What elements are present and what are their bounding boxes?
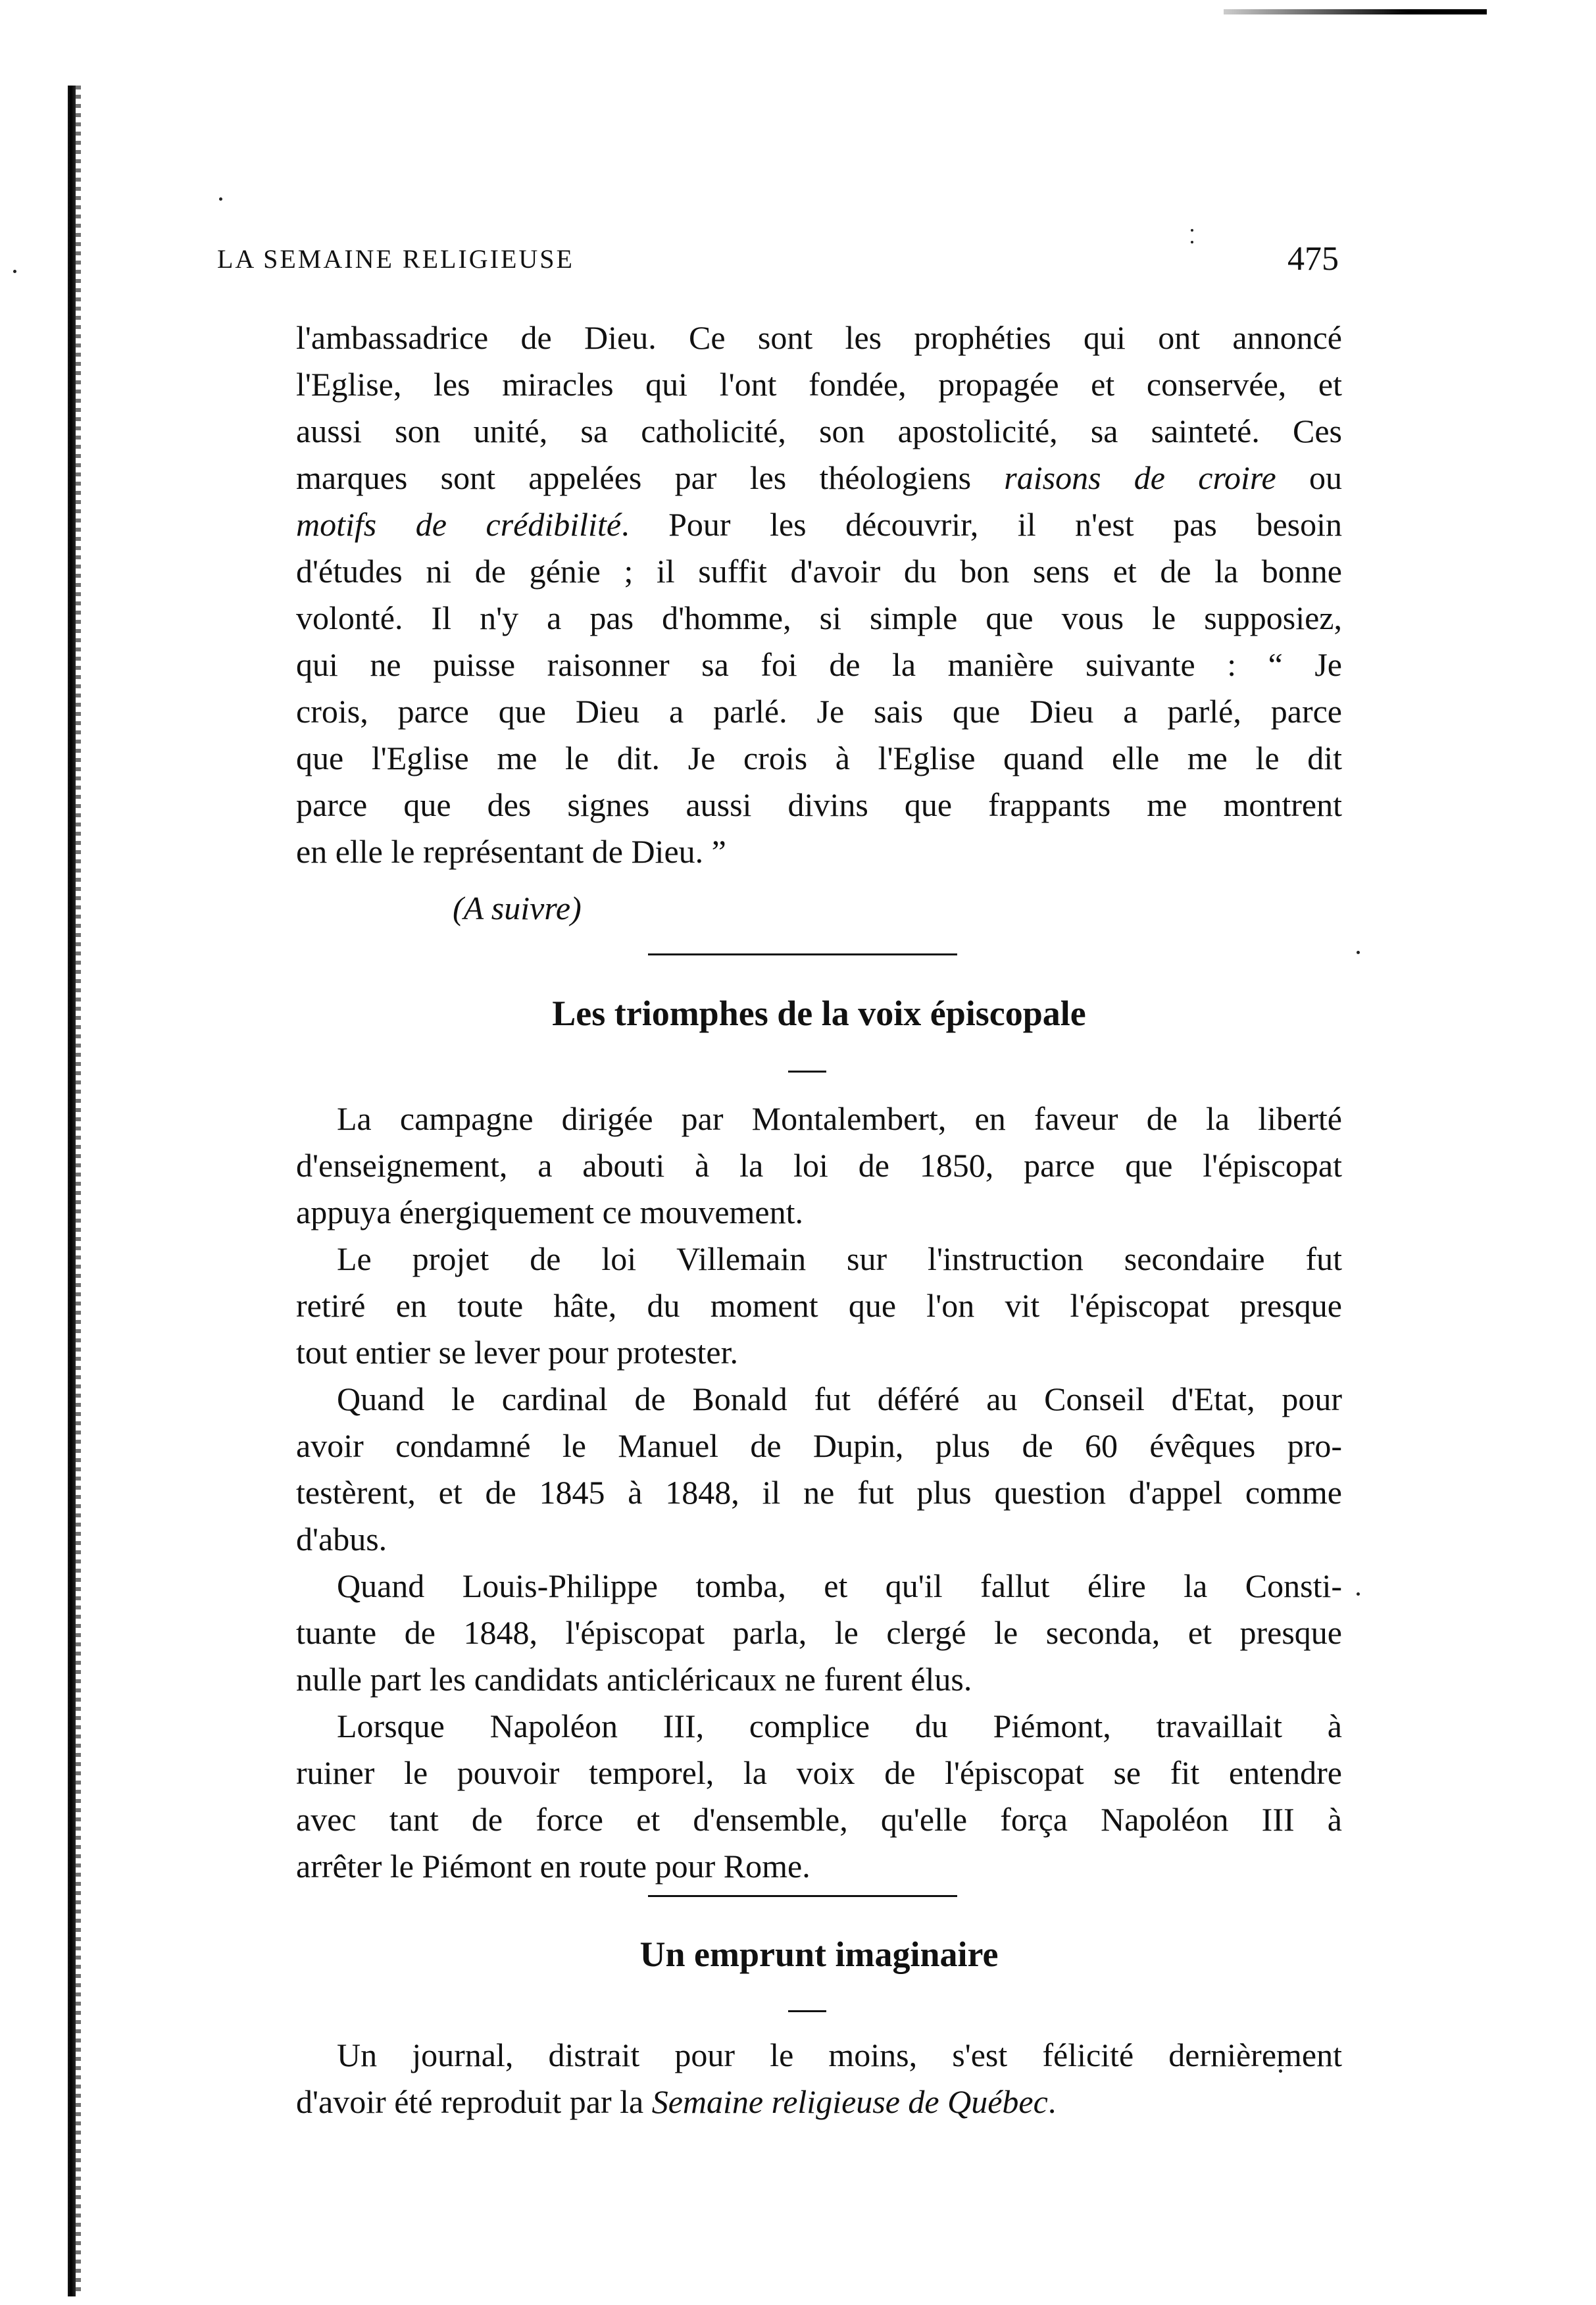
text-line: retiré en toute hâte, du moment que l'on vit l'épiscopat presque bbox=[296, 1287, 1342, 1324]
text-line: parce que des signes aussi divins que frappants me montrent bbox=[296, 786, 1342, 823]
section-heading: Un emprunt imaginaire bbox=[639, 1935, 999, 1974]
scan-speck bbox=[1357, 1592, 1360, 1596]
text-line: appuya énergiquement ce mouvement. bbox=[296, 1194, 804, 1230]
text-line: Un journal, distrait pour le moins, s'est félicité dernièrement bbox=[337, 2037, 1342, 2073]
text-line: qui ne puisse raisonner sa foi de la manière suivante : “ Je bbox=[296, 646, 1342, 683]
text-line: avec tant de force et d'ensemble, qu'elle força Napoléon III à bbox=[296, 1801, 1342, 1838]
text-fragment: d'avoir été reproduit par la bbox=[296, 2083, 652, 2120]
binding-shadow bbox=[68, 86, 76, 2296]
text-line: ruiner le pouvoir temporel, la voix de l'épiscopat se fit entendre bbox=[296, 1754, 1342, 1791]
text-line: l'Eglise, les miracles qui l'ont fondée, propagée et conservée, et bbox=[296, 366, 1342, 403]
text-line: testèrent, et de 1845 à 1848, il ne fut plus question d'appel comme bbox=[296, 1474, 1342, 1511]
text-fragment: marques sont appelées par les théologiens bbox=[296, 459, 1005, 496]
section-divider bbox=[648, 953, 957, 955]
text-line: volonté. Il n'y a pas d'homme, si simple que vous le supposiez, bbox=[296, 599, 1342, 636]
text-line: crois, parce que Dieu a parlé. Je sais que Dieu a parlé, parce bbox=[296, 693, 1342, 730]
text-line: arrêter le Piémont en route pour Rome. bbox=[296, 1848, 810, 1885]
running-title: LA SEMAINE RELIGIEUSE bbox=[217, 244, 574, 274]
text-line: Quand le cardinal de Bonald fut déféré au Conseil d'Etat, pour bbox=[337, 1380, 1342, 1417]
a-suivre: (A suivre) bbox=[453, 890, 582, 926]
text-line: nulle part les candidats anticléricaux ne furent élus. bbox=[296, 1661, 972, 1698]
text-line bbox=[296, 501, 1342, 548]
text-line: aussi son unité, sa catholicité, son apostolicité, sa sainteté. Ces bbox=[296, 413, 1342, 449]
text-line bbox=[296, 2079, 1342, 2125]
text-line bbox=[296, 455, 1342, 501]
text-line: La campagne dirigée par Montalembert, en faveur de la liberté bbox=[337, 1100, 1342, 1137]
text-line: d'abus. bbox=[296, 1521, 387, 1558]
text-line: Quand Louis-Philippe tomba, et qu'il fallut élire la Consti- bbox=[337, 1567, 1342, 1604]
heading-dash bbox=[788, 1071, 826, 1073]
heading-dash bbox=[788, 2010, 826, 2012]
text-fragment: . bbox=[1047, 2083, 1057, 2120]
section-divider bbox=[648, 1895, 957, 1897]
text-line: avoir condamné le Manuel de Dupin, plus de 60 évêques pro- bbox=[296, 1427, 1342, 1464]
text-line: tuante de 1848, l'épiscopat parla, le clergé le seconda, et presque bbox=[296, 1614, 1342, 1651]
text-line: d'enseignement, a abouti à la loi de 1850, parce que l'épiscopat bbox=[296, 1147, 1342, 1184]
journal-title: Semaine religieuse de Québec bbox=[651, 2083, 1048, 2120]
section-heading: Les triomphes de la voix épiscopale bbox=[552, 994, 1086, 1033]
text-line: l'ambassadrice de Dieu. Ce sont les prophéties qui ont annoncé bbox=[296, 319, 1342, 356]
text-line: en elle le représentant de Dieu. ” bbox=[296, 833, 726, 870]
scan-speck bbox=[1357, 951, 1360, 954]
italic-phrase: raisons de croire bbox=[1004, 459, 1276, 496]
section-body bbox=[296, 1096, 1342, 1890]
scan-speck bbox=[13, 270, 16, 273]
text-line: Lorsque Napoléon III, complice du Piémont, travaillait à bbox=[337, 1708, 1342, 1744]
text-line: d'études ni de génie ; il suffit d'avoir du bon sens et de la bonne bbox=[296, 553, 1342, 590]
text-fragment: . Pour les découvrir, il n'est pas besoin bbox=[621, 506, 1342, 543]
text-line: tout entier se lever pour protester. bbox=[296, 1334, 738, 1371]
text-line: que l'Eglise me le dit. Je crois à l'Eglise quand elle me le dit bbox=[296, 740, 1342, 776]
section-body bbox=[296, 2032, 1342, 2125]
text-line: Le projet de loi Villemain sur l'instruction secondaire fut bbox=[337, 1240, 1342, 1277]
paragraph-continuation bbox=[296, 315, 1342, 875]
scan-corner-mark bbox=[1224, 9, 1487, 14]
italic-phrase: motifs de crédibilité bbox=[296, 506, 622, 543]
scan-speck bbox=[219, 197, 222, 201]
running-head bbox=[217, 240, 1339, 283]
text-fragment: ou bbox=[1276, 459, 1342, 496]
page-number: 475 bbox=[1287, 240, 1339, 278]
scan-speck bbox=[1191, 229, 1193, 232]
